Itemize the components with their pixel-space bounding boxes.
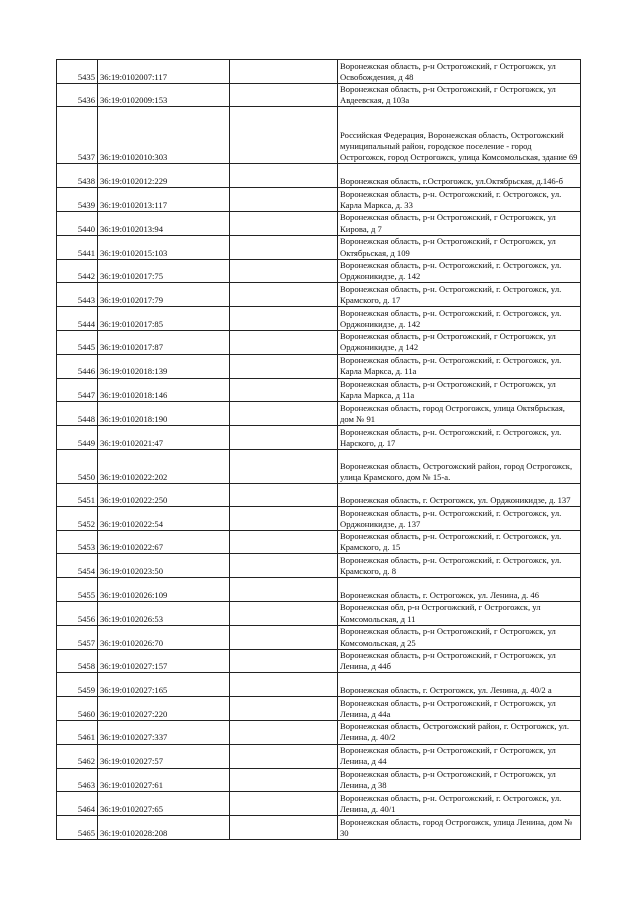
address-cell: Воронежская обл, р-н Острогожский, г Острогожск, ул Комсомольская, д 11 <box>338 602 581 625</box>
table-row <box>57 816 581 840</box>
cadastral-number: 36:19:0102027:337 <box>98 721 230 744</box>
table-row <box>57 625 581 649</box>
empty-cell <box>230 84 338 107</box>
address-cell: Воронежская область, г. Острогожск, ул. Ленина, д. 40/2 а <box>338 673 581 697</box>
address-cell: Воронежская область, р-н Острогожский, г Острогожск, ул Орджоникидзе, д 142 <box>338 331 581 354</box>
cadastral-number: 36:19:0102027:165 <box>98 673 230 697</box>
address-cell: Воронежская область, р-н. Острогожский, г. Острогожск, ул. Нарского, д. 17 <box>338 426 581 450</box>
cadastral-number: 36:19:0102022:250 <box>98 484 230 507</box>
empty-cell <box>230 625 338 649</box>
empty-cell <box>230 402 338 426</box>
address-cell: Воронежская область, р-н. Острогожский, г. Острогожск, ул. Крамского, д. 17 <box>338 283 581 307</box>
cadastral-number: 36:19:0102013:117 <box>98 188 230 212</box>
row-number: 5438 <box>57 164 98 188</box>
empty-cell <box>230 531 338 554</box>
table-row <box>57 744 581 768</box>
empty-cell <box>230 60 338 84</box>
records-table <box>56 59 581 840</box>
cadastral-number: 36:19:0102007:117 <box>98 60 230 84</box>
address-cell: Воронежская область, р-н. Острогожский, г. Острогожск, ул. Карла Маркса, д. 33 <box>338 188 581 212</box>
empty-cell <box>230 484 338 507</box>
row-number: 5456 <box>57 602 98 625</box>
address-cell: Воронежская область, р-н. Острогожский, г. Острогожск, ул. Ленина, д. 40/1 <box>338 792 581 816</box>
address-cell: Воронежская область, р-н Острогожский, г Острогожск, ул Ленина, д 44 <box>338 744 581 768</box>
empty-cell <box>230 554 338 578</box>
cadastral-number: 36:19:0102018:146 <box>98 378 230 401</box>
row-number: 5451 <box>57 484 98 507</box>
table-row <box>57 768 581 791</box>
cadastral-number: 36:19:0102017:85 <box>98 307 230 331</box>
row-number: 5436 <box>57 84 98 107</box>
cadastral-number: 36:19:0102022:202 <box>98 450 230 484</box>
row-number: 5461 <box>57 721 98 744</box>
table-row <box>57 554 581 578</box>
table-row <box>57 531 581 554</box>
row-number: 5447 <box>57 378 98 401</box>
empty-cell <box>230 792 338 816</box>
table-row <box>57 235 581 259</box>
row-number: 5462 <box>57 744 98 768</box>
address-cell: Воронежская область, р-н. Острогожский, г. Острогожск, ул. Орджоникидзе, д. 142 <box>338 259 581 282</box>
cadastral-number: 36:19:0102010:303 <box>98 107 230 164</box>
row-number: 5454 <box>57 554 98 578</box>
row-number: 5435 <box>57 60 98 84</box>
row-number: 5460 <box>57 697 98 721</box>
table-row <box>57 649 581 672</box>
row-number: 5437 <box>57 107 98 164</box>
address-cell: Воронежская область, р-н Острогожский, г Острогожск, ул Ленина, д 38 <box>338 768 581 791</box>
address-cell: Воронежская область, р-н. Острогожский, г. Острогожск, ул. Карла Маркса, д. 11а <box>338 354 581 378</box>
table-row <box>57 450 581 484</box>
table-row <box>57 107 581 164</box>
row-number: 5446 <box>57 354 98 378</box>
table-row <box>57 484 581 507</box>
address-cell: Воронежская область, р-н Острогожский, г Острогожск, ул Ленина, д 44б <box>338 649 581 672</box>
table-row <box>57 212 581 235</box>
empty-cell <box>230 649 338 672</box>
empty-cell <box>230 816 338 840</box>
row-number: 5463 <box>57 768 98 791</box>
row-number: 5441 <box>57 235 98 259</box>
table-row <box>57 697 581 721</box>
table-row <box>57 602 581 625</box>
row-number: 5450 <box>57 450 98 484</box>
cadastral-number: 36:19:0102012:229 <box>98 164 230 188</box>
empty-cell <box>230 107 338 164</box>
address-cell: Воронежская область, р-н. Острогожский, г. Острогожск, ул. Крамского, д. 15 <box>338 531 581 554</box>
table-row <box>57 188 581 212</box>
empty-cell <box>230 744 338 768</box>
empty-cell <box>230 235 338 259</box>
empty-cell <box>230 307 338 331</box>
cadastral-number: 36:19:0102027:61 <box>98 768 230 791</box>
table-row <box>57 378 581 401</box>
cadastral-number: 36:19:0102022:54 <box>98 507 230 531</box>
address-cell: Воронежская область, р-н. Острогожский, г. Острогожск, ул. Крамского, д. 8 <box>338 554 581 578</box>
address-cell: Воронежская область, р-н Острогожский, г Острогожск, ул Авдеевская, д 103а <box>338 84 581 107</box>
row-number: 5444 <box>57 307 98 331</box>
table-row <box>57 426 581 450</box>
empty-cell <box>230 331 338 354</box>
row-number: 5443 <box>57 283 98 307</box>
address-cell: Воронежская область, р-н. Острогожский, г. Острогожск, ул. Орджоникидзе, д. 142 <box>338 307 581 331</box>
row-number: 5448 <box>57 402 98 426</box>
cadastral-number: 36:19:0102026:70 <box>98 625 230 649</box>
row-number: 5449 <box>57 426 98 450</box>
table-row <box>57 84 581 107</box>
cadastral-number: 36:19:0102027:220 <box>98 697 230 721</box>
address-cell: Воронежская область, Острогожский район, город Острогожск, улица Крамского, дом № 15-а. <box>338 450 581 484</box>
address-cell: Воронежская область, р-н Острогожский, г Острогожск, ул Освобождения, д 48 <box>338 60 581 84</box>
address-cell: Воронежская область, р-н Острогожский, г Острогожск, ул Кирова, д 7 <box>338 212 581 235</box>
empty-cell <box>230 378 338 401</box>
table-row <box>57 164 581 188</box>
address-cell: Воронежская область, р-н Острогожский, г Острогожск, ул Октябрьская, д 109 <box>338 235 581 259</box>
row-number: 5445 <box>57 331 98 354</box>
empty-cell <box>230 259 338 282</box>
address-cell: Воронежская область, р-н Острогожский, г Острогожск, ул Комсомольская, д 25 <box>338 625 581 649</box>
empty-cell <box>230 602 338 625</box>
table-row <box>57 259 581 282</box>
records-table-body <box>57 60 581 840</box>
table-row <box>57 60 581 84</box>
table-row <box>57 673 581 697</box>
row-number: 5464 <box>57 792 98 816</box>
empty-cell <box>230 164 338 188</box>
row-number: 5439 <box>57 188 98 212</box>
empty-cell <box>230 354 338 378</box>
empty-cell <box>230 426 338 450</box>
table-row <box>57 354 581 378</box>
address-cell: Воронежская область, город Острогожск, улица Октябрьская, дом № 91 <box>338 402 581 426</box>
empty-cell <box>230 283 338 307</box>
address-cell: Российская Федерация, Воронежская область, Острогожский муниципальный район, городское поселение - город Острогожск, город Острогожск, улица Комсомольская, здание 69 <box>338 107 581 164</box>
table-row <box>57 507 581 531</box>
address-cell: Воронежская область, Острогожский район, г. Острогожск, ул. Ленина, д. 40/2 <box>338 721 581 744</box>
empty-cell <box>230 673 338 697</box>
address-cell: Воронежская область, р-н Острогожский, г Острогожск, ул Ленина, д 44а <box>338 697 581 721</box>
cadastral-number: 36:19:0102017:79 <box>98 283 230 307</box>
row-number: 5465 <box>57 816 98 840</box>
row-number: 5455 <box>57 578 98 602</box>
address-cell: Воронежская область, город Острогожск, улица Ленина, дом № 30 <box>338 816 581 840</box>
empty-cell <box>230 578 338 602</box>
empty-cell <box>230 768 338 791</box>
row-number: 5452 <box>57 507 98 531</box>
cadastral-number: 36:19:0102021:47 <box>98 426 230 450</box>
empty-cell <box>230 697 338 721</box>
row-number: 5453 <box>57 531 98 554</box>
table-row <box>57 792 581 816</box>
cadastral-number: 36:19:0102009:153 <box>98 84 230 107</box>
empty-cell <box>230 721 338 744</box>
address-cell: Воронежская область, г. Острогожск, ул. Ленина, д. 46 <box>338 578 581 602</box>
address-cell: Воронежская область, г. Острогожск, ул. Орджоникидзе, д. 137 <box>338 484 581 507</box>
row-number: 5442 <box>57 259 98 282</box>
table-row <box>57 721 581 744</box>
empty-cell <box>230 188 338 212</box>
table-row <box>57 578 581 602</box>
cadastral-number: 36:19:0102017:87 <box>98 331 230 354</box>
table-row <box>57 283 581 307</box>
row-number: 5440 <box>57 212 98 235</box>
table-row <box>57 331 581 354</box>
cadastral-number: 36:19:0102027:65 <box>98 792 230 816</box>
cadastral-number: 36:19:0102026:53 <box>98 602 230 625</box>
cadastral-number: 36:19:0102013:94 <box>98 212 230 235</box>
cadastral-number: 36:19:0102023:50 <box>98 554 230 578</box>
cadastral-number: 36:19:0102022:67 <box>98 531 230 554</box>
cadastral-number: 36:19:0102018:190 <box>98 402 230 426</box>
table-row <box>57 307 581 331</box>
row-number: 5457 <box>57 625 98 649</box>
address-cell: Воронежская область, г.Острогожск, ул.Октябрьская, д.146-б <box>338 164 581 188</box>
cadastral-number: 36:19:0102028:208 <box>98 816 230 840</box>
cadastral-number: 36:19:0102027:157 <box>98 649 230 672</box>
cadastral-number: 36:19:0102026:109 <box>98 578 230 602</box>
cadastral-number: 36:19:0102018:139 <box>98 354 230 378</box>
empty-cell <box>230 212 338 235</box>
row-number: 5458 <box>57 649 98 672</box>
address-cell: Воронежская область, р-н Острогожский, г Острогожск, ул Карла Маркса, д 11а <box>338 378 581 401</box>
row-number: 5459 <box>57 673 98 697</box>
empty-cell <box>230 450 338 484</box>
cadastral-number: 36:19:0102017:75 <box>98 259 230 282</box>
address-cell: Воронежская область, р-н. Острогожский, г. Острогожск, ул. Орджоникидзе, д. 137 <box>338 507 581 531</box>
empty-cell <box>230 507 338 531</box>
table-row <box>57 402 581 426</box>
cadastral-number: 36:19:0102027:57 <box>98 744 230 768</box>
cadastral-number: 36:19:0102015:103 <box>98 235 230 259</box>
